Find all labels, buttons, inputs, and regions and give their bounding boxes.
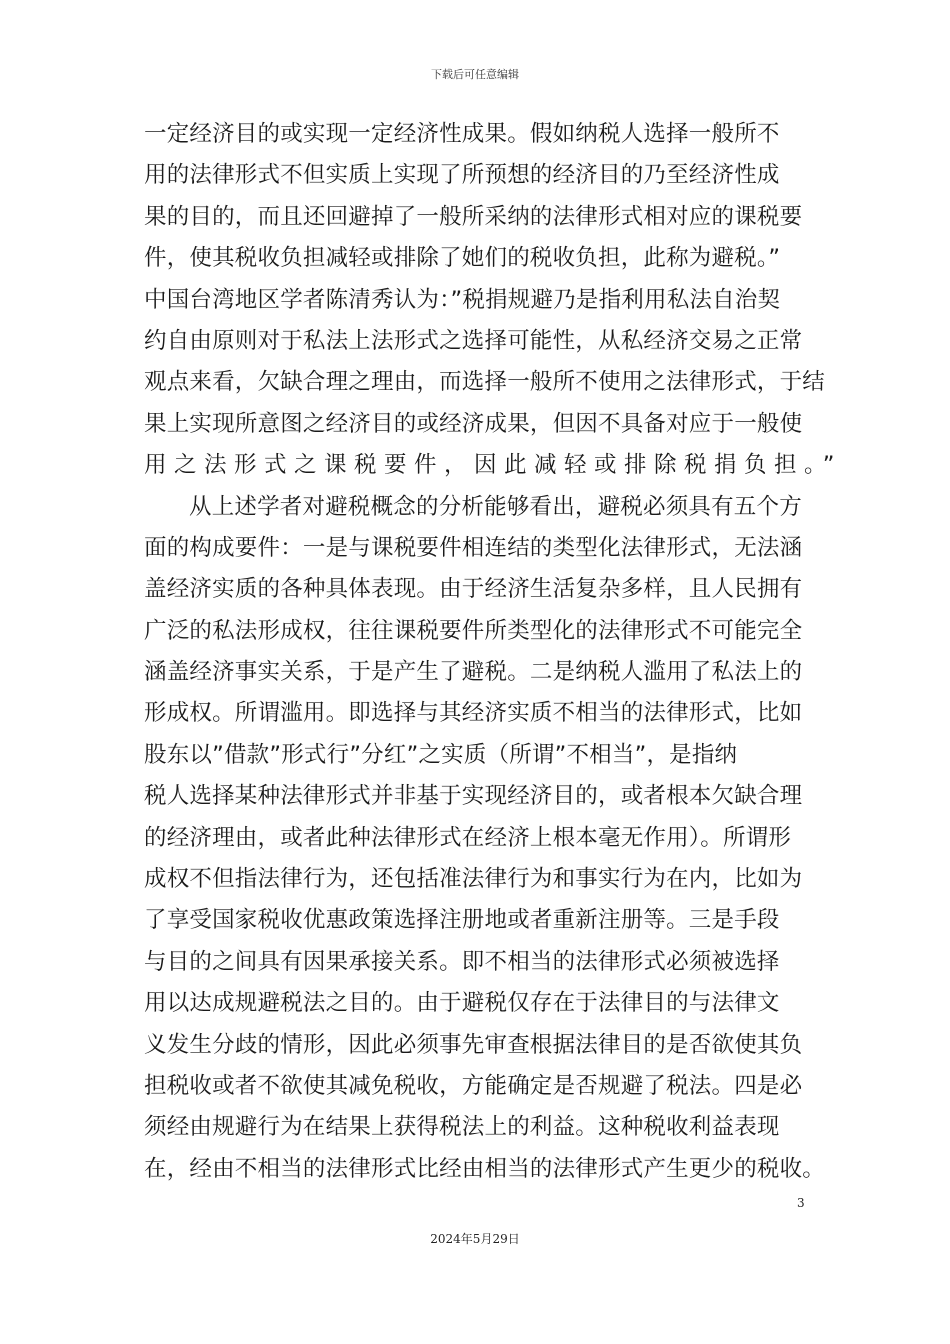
text-line: 的经济理由，或者此种法律形式在经济上根本毫无作用）。所谓形: [144, 824, 792, 851]
text-line: 担税收或者不欲使其减免税收，方能确定是否规避了税法。四是必: [144, 1072, 803, 1099]
text-line: 盖经济实质的各种具体表现。由于经济生活复杂多样，且人民拥有: [144, 576, 803, 603]
text-line: 中国台湾地区学者陈清秀认为：”税捐规避乃是指利用私法自治契: [144, 286, 781, 313]
text-line: 在，经由不相当的法律形式比经由相当的法律形式产生更少的税收。: [144, 1155, 826, 1182]
text-line: 形成权。所谓滥用。即选择与其经济实质不相当的法律形式，比如: [144, 700, 803, 727]
text-line: 用之法形式之课税要件，因此减轻或排除税捐负担。”: [144, 452, 842, 479]
text-line: 了享受国家税收优惠政策选择注册地或者重新注册等。三是手段: [144, 907, 780, 934]
paragraph-first-line: 从上述学者对避税概念的分析能够看出，避税必须具有五个方: [189, 493, 802, 520]
body-text: [144, 114, 842, 1190]
text-line: 股东以”借款”形式行”分红”之实质（所谓”不相当”，是指纳: [144, 741, 738, 768]
text-line: 用的法律形式不但实质上实现了所预想的经济目的乃至经济性成: [144, 162, 780, 189]
page-header: 下载后可任意编辑: [431, 68, 519, 81]
text-line: 广泛的私法形成权，往往课税要件所类型化的法律形式不可能完全: [144, 617, 803, 644]
text-line: 观点来看，欠缺合理之理由，而选择一般所不使用之法律形式，于结: [144, 369, 826, 396]
text-line: 与目的之间具有因果承接关系。即不相当的法律形式必须被选择: [144, 948, 780, 975]
text-line: 果的目的，而且还回避掉了一般所采纳的法律形式相对应的课税要: [144, 203, 803, 230]
page-number: 3: [797, 1196, 805, 1210]
text-line: 一定经济目的或实现一定经济性成果。假如纳税人选择一般所不: [144, 121, 780, 147]
text-line: 涵盖经济事实关系，于是产生了避税。二是纳税人滥用了私法上的: [144, 659, 803, 686]
footer-date: 2024年5月29日: [430, 1232, 520, 1246]
text-line: 果上实现所意图之经济目的或经济成果，但因不具备对应于一般使: [144, 410, 803, 437]
text-line: 约自由原则对于私法上法形式之选择可能性，从私经济交易之正常: [144, 327, 803, 354]
text-line: 件，使其税收负担减轻或排除了她们的税收负担，此称为避税。”: [144, 245, 781, 272]
text-line: 成权不但指法律行为，还包括准法律行为和事实行为在内，比如为: [144, 866, 803, 893]
text-line: 义发生分歧的情形，因此必须事先审查根据法律目的是否欲使其负: [144, 1031, 803, 1058]
text-line: 税人选择某种法律形式并非基于实现经济目的，或者根本欠缺合理: [144, 783, 803, 810]
text-line: 面的构成要件：一是与课税要件相连结的类型化法律形式，无法涵: [144, 534, 803, 561]
text-line: 须经由规避行为在结果上获得税法上的利益。这种税收利益表现: [144, 1114, 780, 1141]
text-line: 用以达成规避税法之目的。由于避税仅存在于法律目的与法律文: [144, 990, 780, 1017]
